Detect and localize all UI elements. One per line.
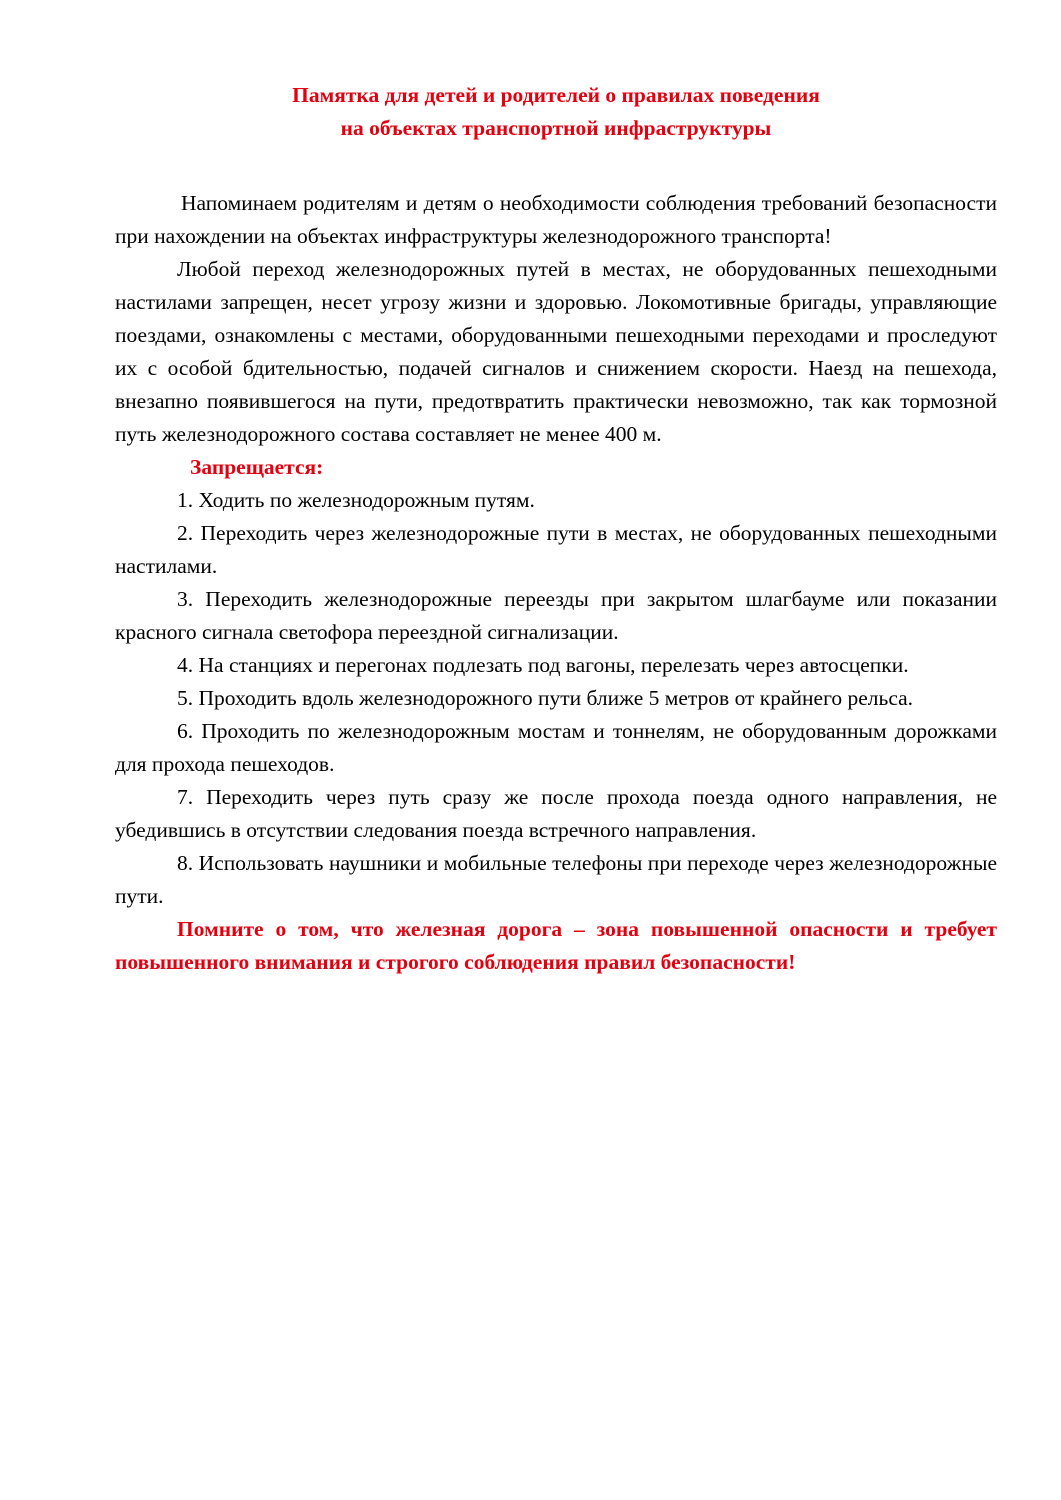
document-title (115, 79, 997, 145)
crossing-paragraph: Любой переход железнодорожных путей в местах, не оборудованных пешеходными настилами запрещен, несет угрозу жизни и здоровью. Локомотивные бригады, управляющие поездами, ознакомлены с местами, оборудованными пешеходными переходами и проследуют их с особой бдительностью, подачей сигналов и снижением скорости. Наезд на пешехода, внезапно появившегося на пути, предотвратить практически невозможно, так как тормозной путь железнодорожного состава составляет не менее 400 м. (115, 257, 997, 446)
rule-item: 6. Проходить по железнодорожным мостам и тоннелям, не оборудованным дорожками для прохода пешеходов. (115, 719, 997, 776)
document-body (115, 187, 997, 979)
rule-item: 3. Переходить железнодорожные переезды при закрытом шлагбауме или показании красного сигнала светофора переездной сигнализации. (115, 587, 997, 644)
rule-item: 2. Переходить через железнодорожные пути в местах, не оборудованных пешеходными настилами. (115, 521, 997, 578)
rule-item: 1. Ходить по железнодорожным путям. (177, 488, 535, 512)
title-line-1: Памятка для детей и родителей о правилах поведения (292, 83, 820, 107)
rule-item: 7. Переходить через путь сразу же после прохода поезда одного направления, не убедившись в отсутствии следования поезда встречного направления. (115, 785, 997, 842)
intro-paragraph: Напоминаем родителям и детям о необходимости соблюдения требований безопасности при нахождении на объектах инфраструктуры железнодорожного транспорта! (115, 191, 997, 248)
forbidden-heading: Запрещается: (190, 455, 324, 479)
warning-paragraph: Помните о том, что железная дорога – зона повышенной опасности и требует повышенного внимания и строгого соблюдения правил безопасности! (115, 917, 997, 974)
rules-list (115, 484, 997, 913)
title-line-2: на объектах транспортной инфраструктуры (340, 116, 772, 140)
rule-item: 4. На станциях и перегонах подлезать под вагоны, перелезать через автосцепки. (177, 653, 909, 677)
rule-item: 8. Использовать наушники и мобильные телефоны при переходе через железнодорожные пути. (115, 851, 997, 908)
rule-item: 5. Проходить вдоль железнодорожного пути ближе 5 метров от крайнего рельса. (177, 686, 914, 710)
